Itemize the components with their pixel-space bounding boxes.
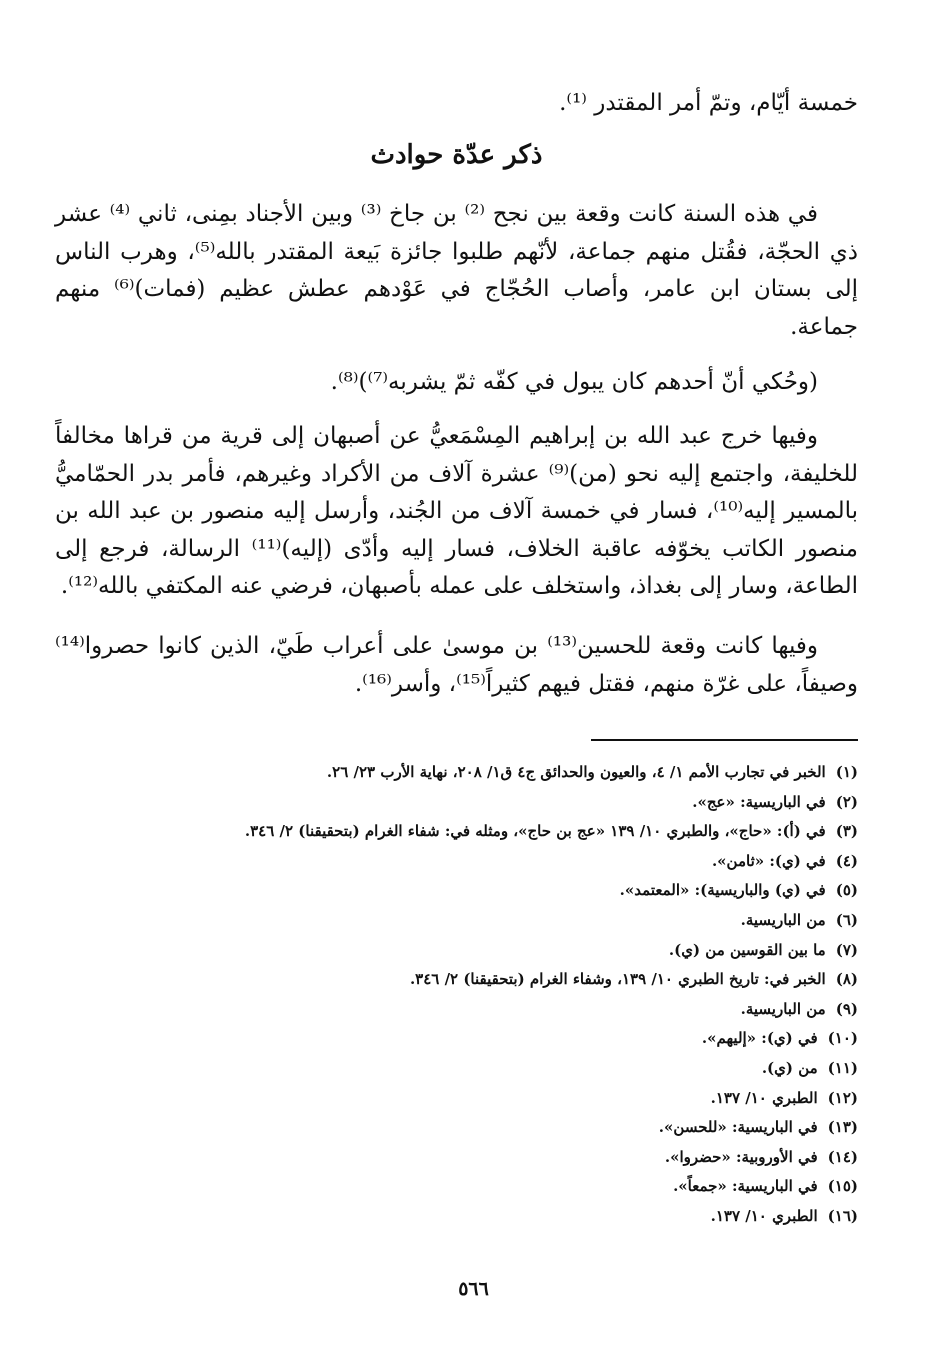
footnote-item bbox=[98, 1202, 858, 1232]
footnote-number: (١٤) bbox=[827, 1147, 858, 1166]
page-number: ٥٦٦ bbox=[458, 1278, 489, 1300]
footnote-item bbox=[98, 758, 858, 788]
footnote-item bbox=[98, 1113, 858, 1143]
footnote-item bbox=[98, 1084, 858, 1114]
footnote-number: (١) bbox=[835, 763, 858, 781]
footnotes-list bbox=[98, 758, 858, 1232]
footnote-text: الخبر في: تاريخ الطبري ١٠/ ١٣٩، وشفاء الغرام (بتحقيقنا) ٢/ ٣٤٦. bbox=[409, 970, 826, 989]
footnote-item bbox=[98, 1143, 858, 1173]
footnote-number: (١٣) bbox=[827, 1118, 858, 1137]
footnote-number: (١٢) bbox=[827, 1088, 858, 1107]
footnote-number: (٥) bbox=[835, 881, 858, 900]
footnote-text: الطبري ١٠/ ١٣٧. bbox=[710, 1206, 818, 1225]
footnote-item bbox=[98, 847, 858, 877]
continuation-line: خمسة أيّام، وتمّ أمر المقتدر ⁽¹⁾. bbox=[559, 90, 858, 116]
footnote-text: من الباريسية. bbox=[740, 999, 826, 1018]
footnote-item bbox=[98, 1024, 858, 1054]
footnote-number: (٩) bbox=[835, 999, 858, 1018]
footnote-number: (١٠) bbox=[827, 1029, 858, 1048]
footnote-text: في الأوروبية: «حضروا». bbox=[664, 1147, 818, 1166]
footnote-number: (٨) bbox=[835, 970, 858, 989]
footnote-text: من الباريسية. bbox=[740, 910, 826, 929]
footnote-item bbox=[98, 817, 858, 847]
footnote-text: الطبري ١٠/ ١٣٧. bbox=[710, 1088, 818, 1107]
footnote-divider bbox=[591, 739, 858, 741]
footnote-number: (٤) bbox=[835, 851, 858, 870]
footnote-text: في (أ): «حاج»، والطبري ١٠/ ١٣٩ «عج بن حاج»، ومثله في: شفاء الغرام (بتحقيقنا) ٢/ ٣٤٦. bbox=[244, 822, 826, 841]
footnote-number: (١١) bbox=[827, 1058, 858, 1077]
footnote-number: (١٥) bbox=[827, 1177, 858, 1196]
footnote-item bbox=[98, 965, 858, 995]
footnote-text: في الباريسية: «عج». bbox=[692, 792, 826, 811]
footnote-text: ما بين القوسين من (ي). bbox=[668, 940, 826, 959]
footnote-item bbox=[98, 995, 858, 1025]
footnote-number: (٣) bbox=[835, 822, 858, 841]
footnote-item bbox=[98, 876, 858, 906]
footnote-text: في (ي) والباريسية): «المعتمد». bbox=[619, 881, 826, 900]
footnote-number: (٦) bbox=[835, 910, 858, 929]
footnote-text: في الباريسية: «للحسن». bbox=[658, 1118, 818, 1137]
footnote-item bbox=[98, 788, 858, 818]
footnote-text: في (ي): «إليهم». bbox=[701, 1029, 818, 1048]
footnote-text: من (ي). bbox=[761, 1058, 818, 1077]
footnote-text: في الباريسية: «جمعاً». bbox=[673, 1177, 818, 1196]
footnote-text: في (ي): «ثامن». bbox=[711, 851, 826, 870]
footnote-item bbox=[98, 1054, 858, 1084]
paragraph-1: في هذه السنة كانت وقعة بين نجح ⁽²⁾ بن جاخ ⁽³⁾ وبين الأجناد بمِنى، ثاني ⁽⁴⁾ عشر ذي الحجّة، فقُتل منهم جماعة، لأنّهم طلبوا جائزة بَيعة المقتدر بالله⁽⁵⁾، وهرب الناس إلى بستان ابن عامر، وأصاب الحُجّاج في عَوْدهم عطش عظيم (فمات)⁽⁶⁾ منهم جماعة. bbox=[55, 201, 858, 340]
footnote-number: (١٦) bbox=[827, 1206, 858, 1225]
footnote-item bbox=[98, 936, 858, 966]
paragraph-2: (وحُكي أنّ أحدهم كان يبول في كفّه ثمّ يشربه⁽⁷⁾)⁽⁸⁾. bbox=[330, 369, 818, 395]
footnote-number: (٧) bbox=[835, 940, 858, 959]
paragraph-3: وفيها خرج عبد الله بن إبراهيم المِسْمَعيُّ عن أصبهان إلى قرية من قراها مخالفاً للخليفة، واجتمع إليه نحو (من)⁽⁹⁾ عشرة آلاف من الأكراد وغيرهم، فأمر بدر الحمّاميُّ بالمسير إليه⁽¹⁰⁾، فسار في خمسة آلاف من الجُند، وأرسل إليه منصور بن عبد الله بن منصور الكاتب يخوّفه عاقبة الخلاف، فسار إليه وأدّى (إليه)⁽¹¹⁾ الرسالة، فرجع إلى الطاعة، وسار إلى بغداذ، واستخلف على عمله بأصبهان، فرضي عنه المكتفي بالله⁽¹²⁾. bbox=[55, 423, 858, 599]
footnote-text: الخبر في تجارب الأمم ١/ ٤، والعيون والحدائق ج٤ ق١/ ٢٠٨، نهاية الأرب ٢٣/ ٢٦. bbox=[326, 763, 826, 781]
paragraph-4: وفيها كانت وقعة للحسين⁽¹³⁾ بن موسىٰ على أعراب طَيّ، الذين كانوا حصروا⁽¹⁴⁾ وصيفاً، على غرّة منهم، فقتل فيهم كثيراً⁽¹⁵⁾، وأسر⁽¹⁶⁾. bbox=[55, 633, 858, 697]
section-heading: ذكر عدّة حوادث bbox=[370, 140, 543, 170]
footnote-number: (٢) bbox=[835, 792, 858, 811]
footnote-item bbox=[98, 1172, 858, 1202]
footnote-item bbox=[98, 906, 858, 936]
